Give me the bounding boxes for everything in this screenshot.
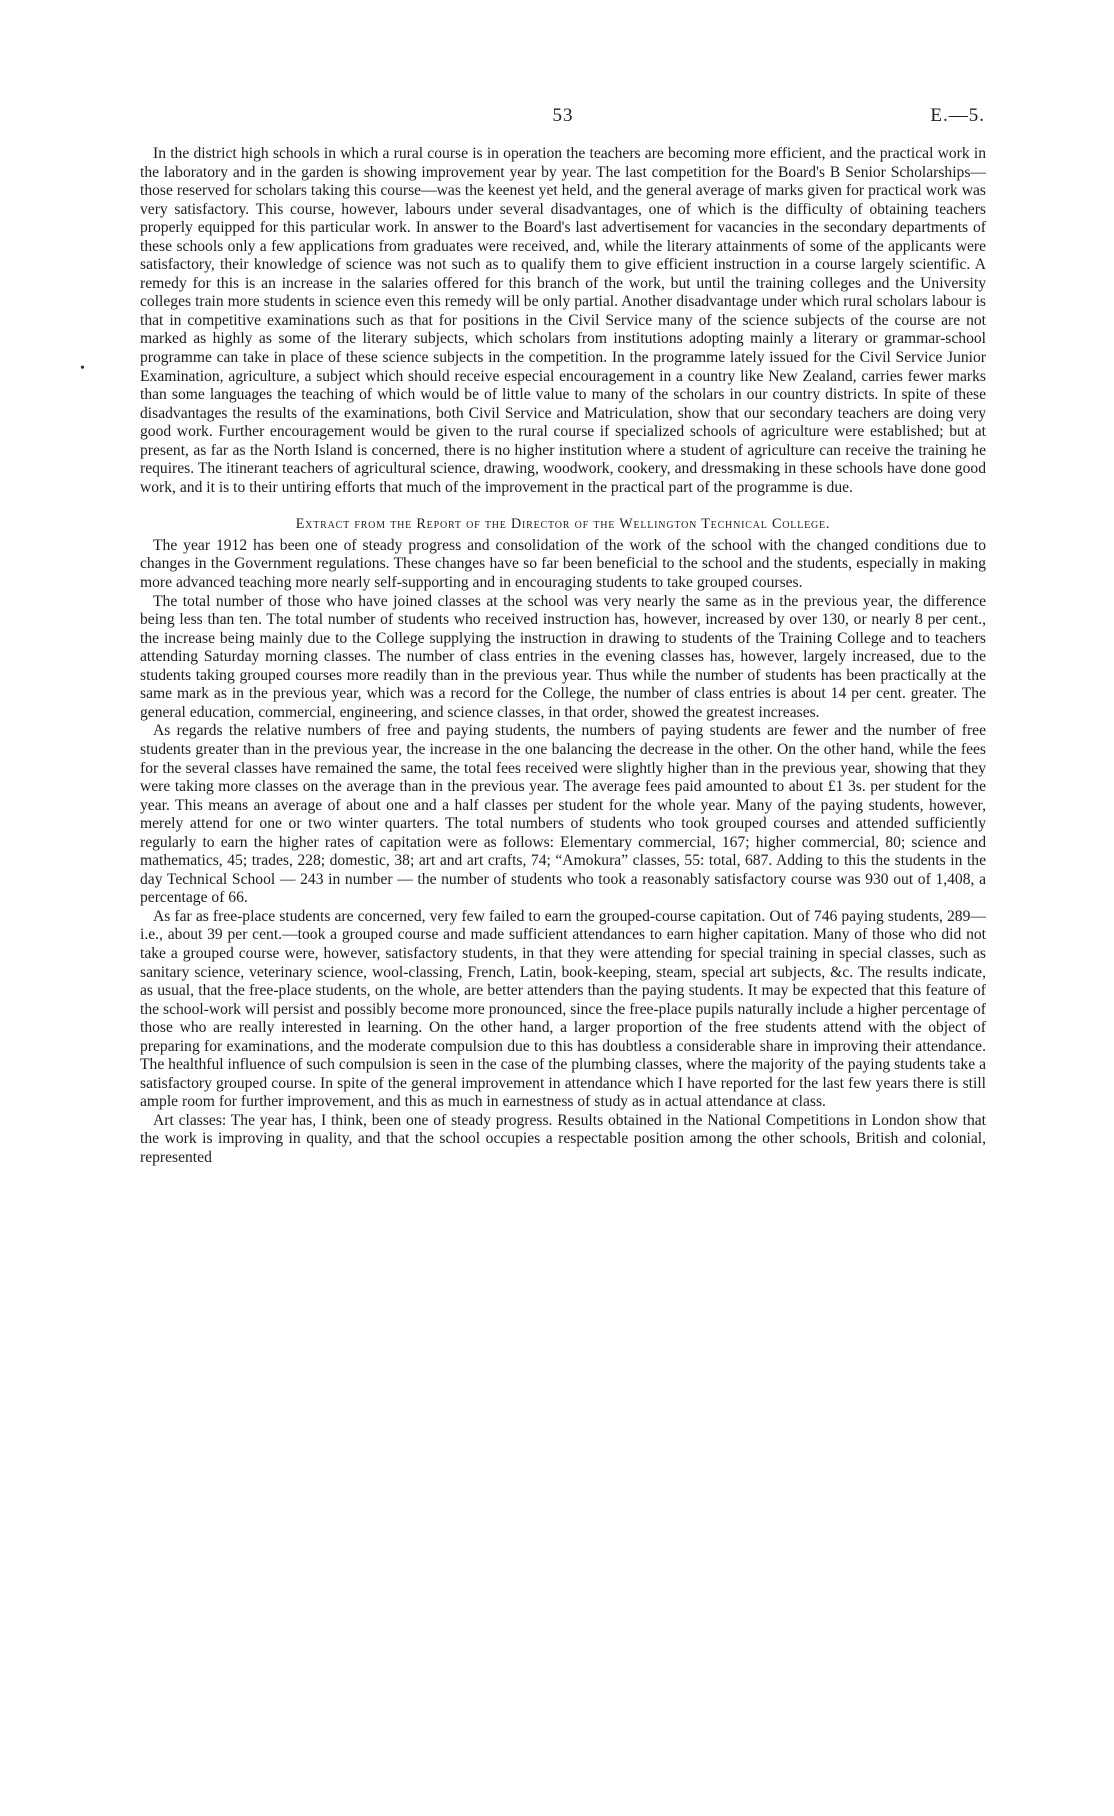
paragraph-free-and-paying: As regards the relative numbers of free and paying students, the numbers of paying students are fewer and the number of free students greater than in the previous year, the increase in the one balancing the decrease in the other. On the other hand, while the fees for the several classes have remained the same, the total fees received were slightly higher than in the previous year, showing that they were taking more classes on the average than in the previous year. The average fees paid amounted to about £1 3s. per student for the year. This means an average of about one and a half classes per student for the whole year. Many of the paying students, however, merely attend for one or two winter quarters. The total numbers of students who took grouped courses and attended sufficiently regularly to earn the higher rates of capitation were as follows: Elementary commercial, 167; higher commercial, 80; science and mathematics, 45; trades, 228; domestic, 38; art and art crafts, 74; “Amokura” classes, 55: total, 687. Adding to this the students in the day Technical School — 243 in number — the number of students who took a reasonably satisfactory course was 930 out of 1,408, a percentage of 66. xyxy=(140,722,986,907)
page-header xyxy=(140,105,985,135)
paragraph-free-place-students: As far as free-place students are concerned, very few failed to earn the grouped-course capitation. Out of 746 paying students, 289—i.e., about 39 per cent.—took a grouped course and made sufficient attendances to earn higher capitation. Many of those who did not take a grouped course were, however, satisfactory students, in that they were attending for special training in special classes, such as sanitary science, veterinary science, wool-classing, French, Latin, book-keeping, steam, special art subjects, &c. The results indicate, as usual, that the free-place students, on the whole, are better attenders than the paying students. It may be expected that this feature of the school-work will persist and possibly become more pronounced, since the free-place pupils naturally include a higher percentage of those who are really interested in learning. On the other hand, a larger proportion of the free students attend with the object of preparing for examinations, and the moderate compulsion due to this has doubtless a considerable share in improving their attendance. The healthful influence of such compulsion is seen in the case of the plumbing classes, where the majority of the paying students take a satisfactory grouped course. In spite of the general improvement in attendance which I have reported for the last few years there is still ample room for further improvement, and this as much in earnestness of study as in actual attendance at class. xyxy=(140,907,986,1111)
section-code: E.—5. xyxy=(930,105,985,126)
paragraph-district-high-schools: In the district high schools in which a rural course is in operation the teachers are becoming more efficient, and the practical work in the laboratory and in the garden is showing improvement year by year. The last competition for the Board's B Senior Scholarships—those reserved for scholars taking this course—was the keenest yet held, and the general average of marks given for practical work was very satisfactory. This course, however, labours under several disadvantages, one of which is the difficulty of obtaining teachers properly equipped for this particular work. In answer to the Board's last advertisement for vacancies in the secondary departments of these schools only a few applications from graduates were received, and, while the literary attainments of some of the applicants were satisfactory, their knowledge of science was not such as to qualify them to give efficient instruction in a course largely scientific. A remedy for this is an increase in the salaries offered for this branch of the work, but until the training colleges and the University colleges train more students in science even this remedy will be only partial. Another disadvantage under which rural scholars labour is that in competitive examinations such as that for positions in the Civil Service many of the science subjects of the course are not marked as highly as some of the literary subjects, which scholars from institutions adopting mainly a literary or grammar-school programme can take in place of these science subjects in the competition. In the programme lately issued for the Civil Service Junior Examination, agriculture, a subject which should receive especial encouragement in a country like New Zealand, carries fewer marks than some languages the teaching of which would be of little value to many of the scholars in our country districts. In spite of these disadvantages the results of the examinations, both Civil Service and Matriculation, show that our secondary teachers are doing very good work. Further encouragement would be given to the rural course if specialized schools of agriculture were established; but at present, as far as the North Island is concerned, there is no higher institution where a student of agriculture can receive the training he requires. The itinerant teachers of agricultural science, drawing, woodwork, cookery, and dressmaking in these schools have done good work, and it is to their untiring efforts that much of the improvement in the practical part of the programme is due. xyxy=(140,145,986,496)
paragraph-total-number: The total number of those who have joined classes at the school was very nearly the same as in the previous year, the difference being less than ten. The total number of students who received instruction has, however, increased by over 130, or nearly 8 per cent., the increase being mainly due to the College supplying the instruction in drawing to students of the Training College and to teachers attending Saturday morning classes. The number of class entries in the evening classes has, however, largely increased, due to the students taking grouped courses more readily than in the previous year. Thus while the number of students has been practically at the same mark as in the previous year, which was a record for the College, the number of class entries is about 14 per cent. greater. The general education, commercial, engineering, and science classes, in that order, showed the greatest increases. xyxy=(140,592,986,721)
body-text xyxy=(140,145,986,1168)
margin-mark: • xyxy=(80,361,85,376)
paragraph-year-1912: The year 1912 has been one of steady progress and consolidation of the work of the school with the changed conditions due to changes in the Government regulations. These changes have so far been beneficial to the school and the students, especially in making more advanced teaching more nearly self-supporting and in encouraging students to take grouped courses. xyxy=(140,536,986,592)
page-number: 53 xyxy=(552,105,574,126)
paragraph-art-classes: Art classes: The year has, I think, been one of steady progress. Results obtained in the National Competitions in London show that the work is improving in quality, and that the school occupies a respectable position among the other schools, British and colonial, represented xyxy=(140,1111,986,1166)
section-heading: Extract from the Report of the Director of the Wellington Technical College. xyxy=(295,516,831,533)
